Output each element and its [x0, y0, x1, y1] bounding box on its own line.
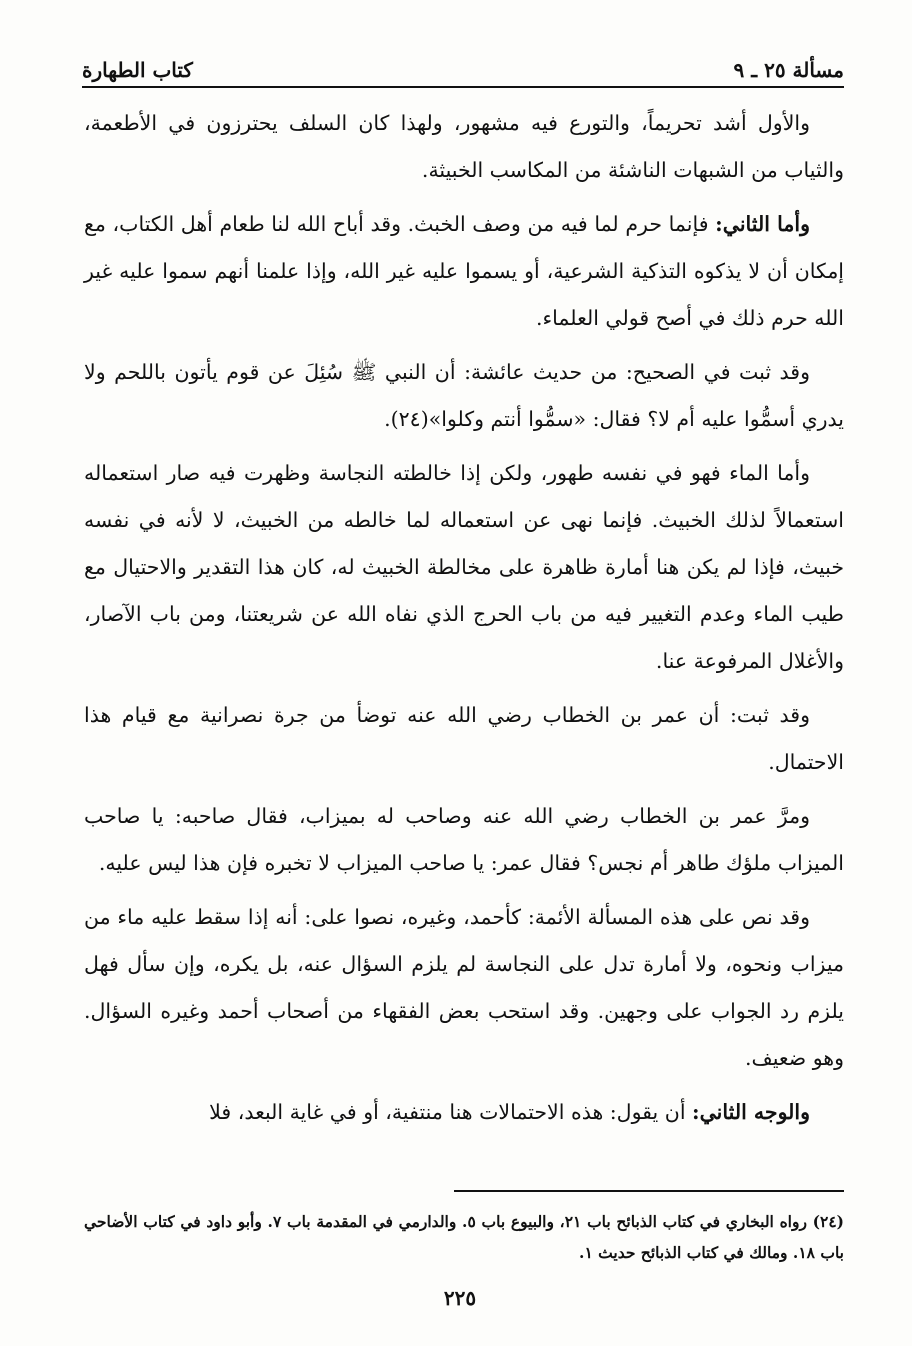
- paragraph: [84, 692, 844, 786]
- paragraph: [84, 100, 844, 194]
- paragraph-lead: والوجه الثاني:: [692, 1100, 810, 1124]
- header-book-title: كتاب الطهارة: [82, 58, 193, 82]
- paragraph: [84, 201, 844, 342]
- paragraph: [84, 450, 844, 685]
- footnote-separator: [454, 1190, 844, 1192]
- footnote: (٢٤) رواه البخاري في كتاب الذبائح باب ٢١، والبيوع باب ٥. والدارمي في المقدمة باب ٧. وأبو داود في كتاب الأضاحي باب ١٨. ومالك في كتاب الذبائح حديث ١.: [84, 1212, 845, 1262]
- paragraph: [84, 894, 844, 1082]
- paragraph-text: وقد نص على هذه المسألة الأئمة: كأحمد، وغيره، نصوا على: أنه إذا سقط عليه ماء من ميزاب ونحوه، ولا أمارة تدل على النجاسة لم يلزم السؤال عنه، بل يكره، وإن سأل فهل يلزم رد الجواب على وجهين. وقد استحب بعض الفقهاء من أصحاب أحمد وغيره السؤال. وهو ضعيف.: [84, 905, 844, 1070]
- paragraph-text: وقد ثبت: أن عمر بن الخطاب رضي الله عنه توضأ من جرة نصرانية مع قيام هذا الاحتمال.: [84, 703, 844, 774]
- paragraph-text: ومرَّ عمر بن الخطاب رضي الله عنه وصاحب له بميزاب، فقال صاحبه: يا صاحب الميزاب ملؤك طاهر أم نجس؟ فقال عمر: يا صاحب الميزاب لا تخبره فإن هذا ليس عليه.: [84, 804, 844, 875]
- paragraph-text: أن يقول: هذه الاحتمالات هنا منتفية، أو في غاية البعد، فلا: [209, 1100, 693, 1124]
- paragraph-text: وأما الماء فهو في نفسه طهور، ولكن إذا خالطته النجاسة وظهرت فيه صار استعماله استعمالاً لذلك الخبيث. فإنما نهى عن استعماله لما خالطه من الخبيث، لا لأنه في نفسه خبيث، فإذا لم يكن هنا أمارة ظاهرة على مخالطة الخبيث له، كان هذا التقدير والاحتيال مع طيب الماء وعدم التغيير فيه من باب الحرج الذي نفاه الله عن شريعتنا، ومن باب الآصار، والأغلال المرفوعة عنا.: [84, 461, 844, 673]
- page-number: ٢٢٥: [443, 1286, 477, 1310]
- book-page: [60, 28, 860, 1328]
- paragraph-text: وقد ثبت في الصحيح: من حديث عائشة: أن النبي ﷺ سُئِلَ عن قوم يأتون باللحم ولا يدري أسمُّوا عليه أم لا؟ فقال: «سمُّوا أنتم وكلوا»(٢٤).: [84, 360, 844, 431]
- running-header: [82, 38, 844, 88]
- body-text: [84, 100, 844, 1143]
- paragraph: [84, 349, 844, 443]
- paragraph-text: فإنما حرم لما فيه من وصف الخبث. وقد أباح الله لنا طعام أهل الكتاب، مع إمكان أن لا يذكوه التذكية الشرعية، أو يسموا عليه غير الله، وإذا علمنا أنهم سموا عليه غير الله حرم ذلك في أصح قولي العلماء.: [84, 212, 844, 330]
- header-issue-number: مسألة ٢٥ ـ ٩: [733, 58, 844, 82]
- paragraph: [84, 793, 844, 887]
- paragraph: [84, 1089, 844, 1136]
- paragraph-lead: وأما الثاني:: [715, 212, 810, 236]
- paragraph-text: والأول أشد تحريماً، والتورع فيه مشهور، ولهذا كان السلف يحترزون في الأطعمة، والثياب من الشبهات الناشئة من المكاسب الخبيثة.: [84, 111, 844, 182]
